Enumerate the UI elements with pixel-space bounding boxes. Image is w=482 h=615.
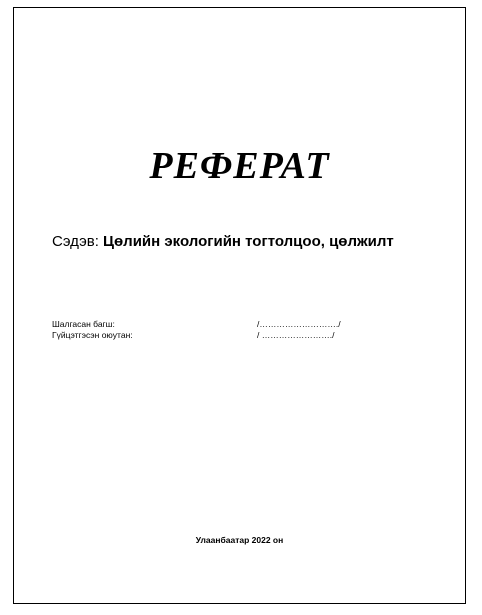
topic-label: Сэдэв: <box>52 233 104 250</box>
signature-label-teacher: Шалгасан багш: <box>52 319 115 329</box>
signature-line-teacher: /………………………./ <box>257 319 341 329</box>
signature-label-student: Гүйцэтгэсэн оюутан: <box>52 330 133 340</box>
footer-place-year: Улаанбаатар 2022 он <box>195 535 284 545</box>
document-title: РЕФЕРАТ <box>149 145 330 187</box>
topic-line <box>52 233 394 251</box>
signature-row-teacher <box>52 319 352 330</box>
document-page <box>13 7 466 604</box>
signature-row-student <box>52 330 352 341</box>
signature-line-student: / ……………………./ <box>257 330 335 340</box>
topic-value: Цөлийн экологийн тогтолцоо, цөлжилт <box>103 233 394 250</box>
